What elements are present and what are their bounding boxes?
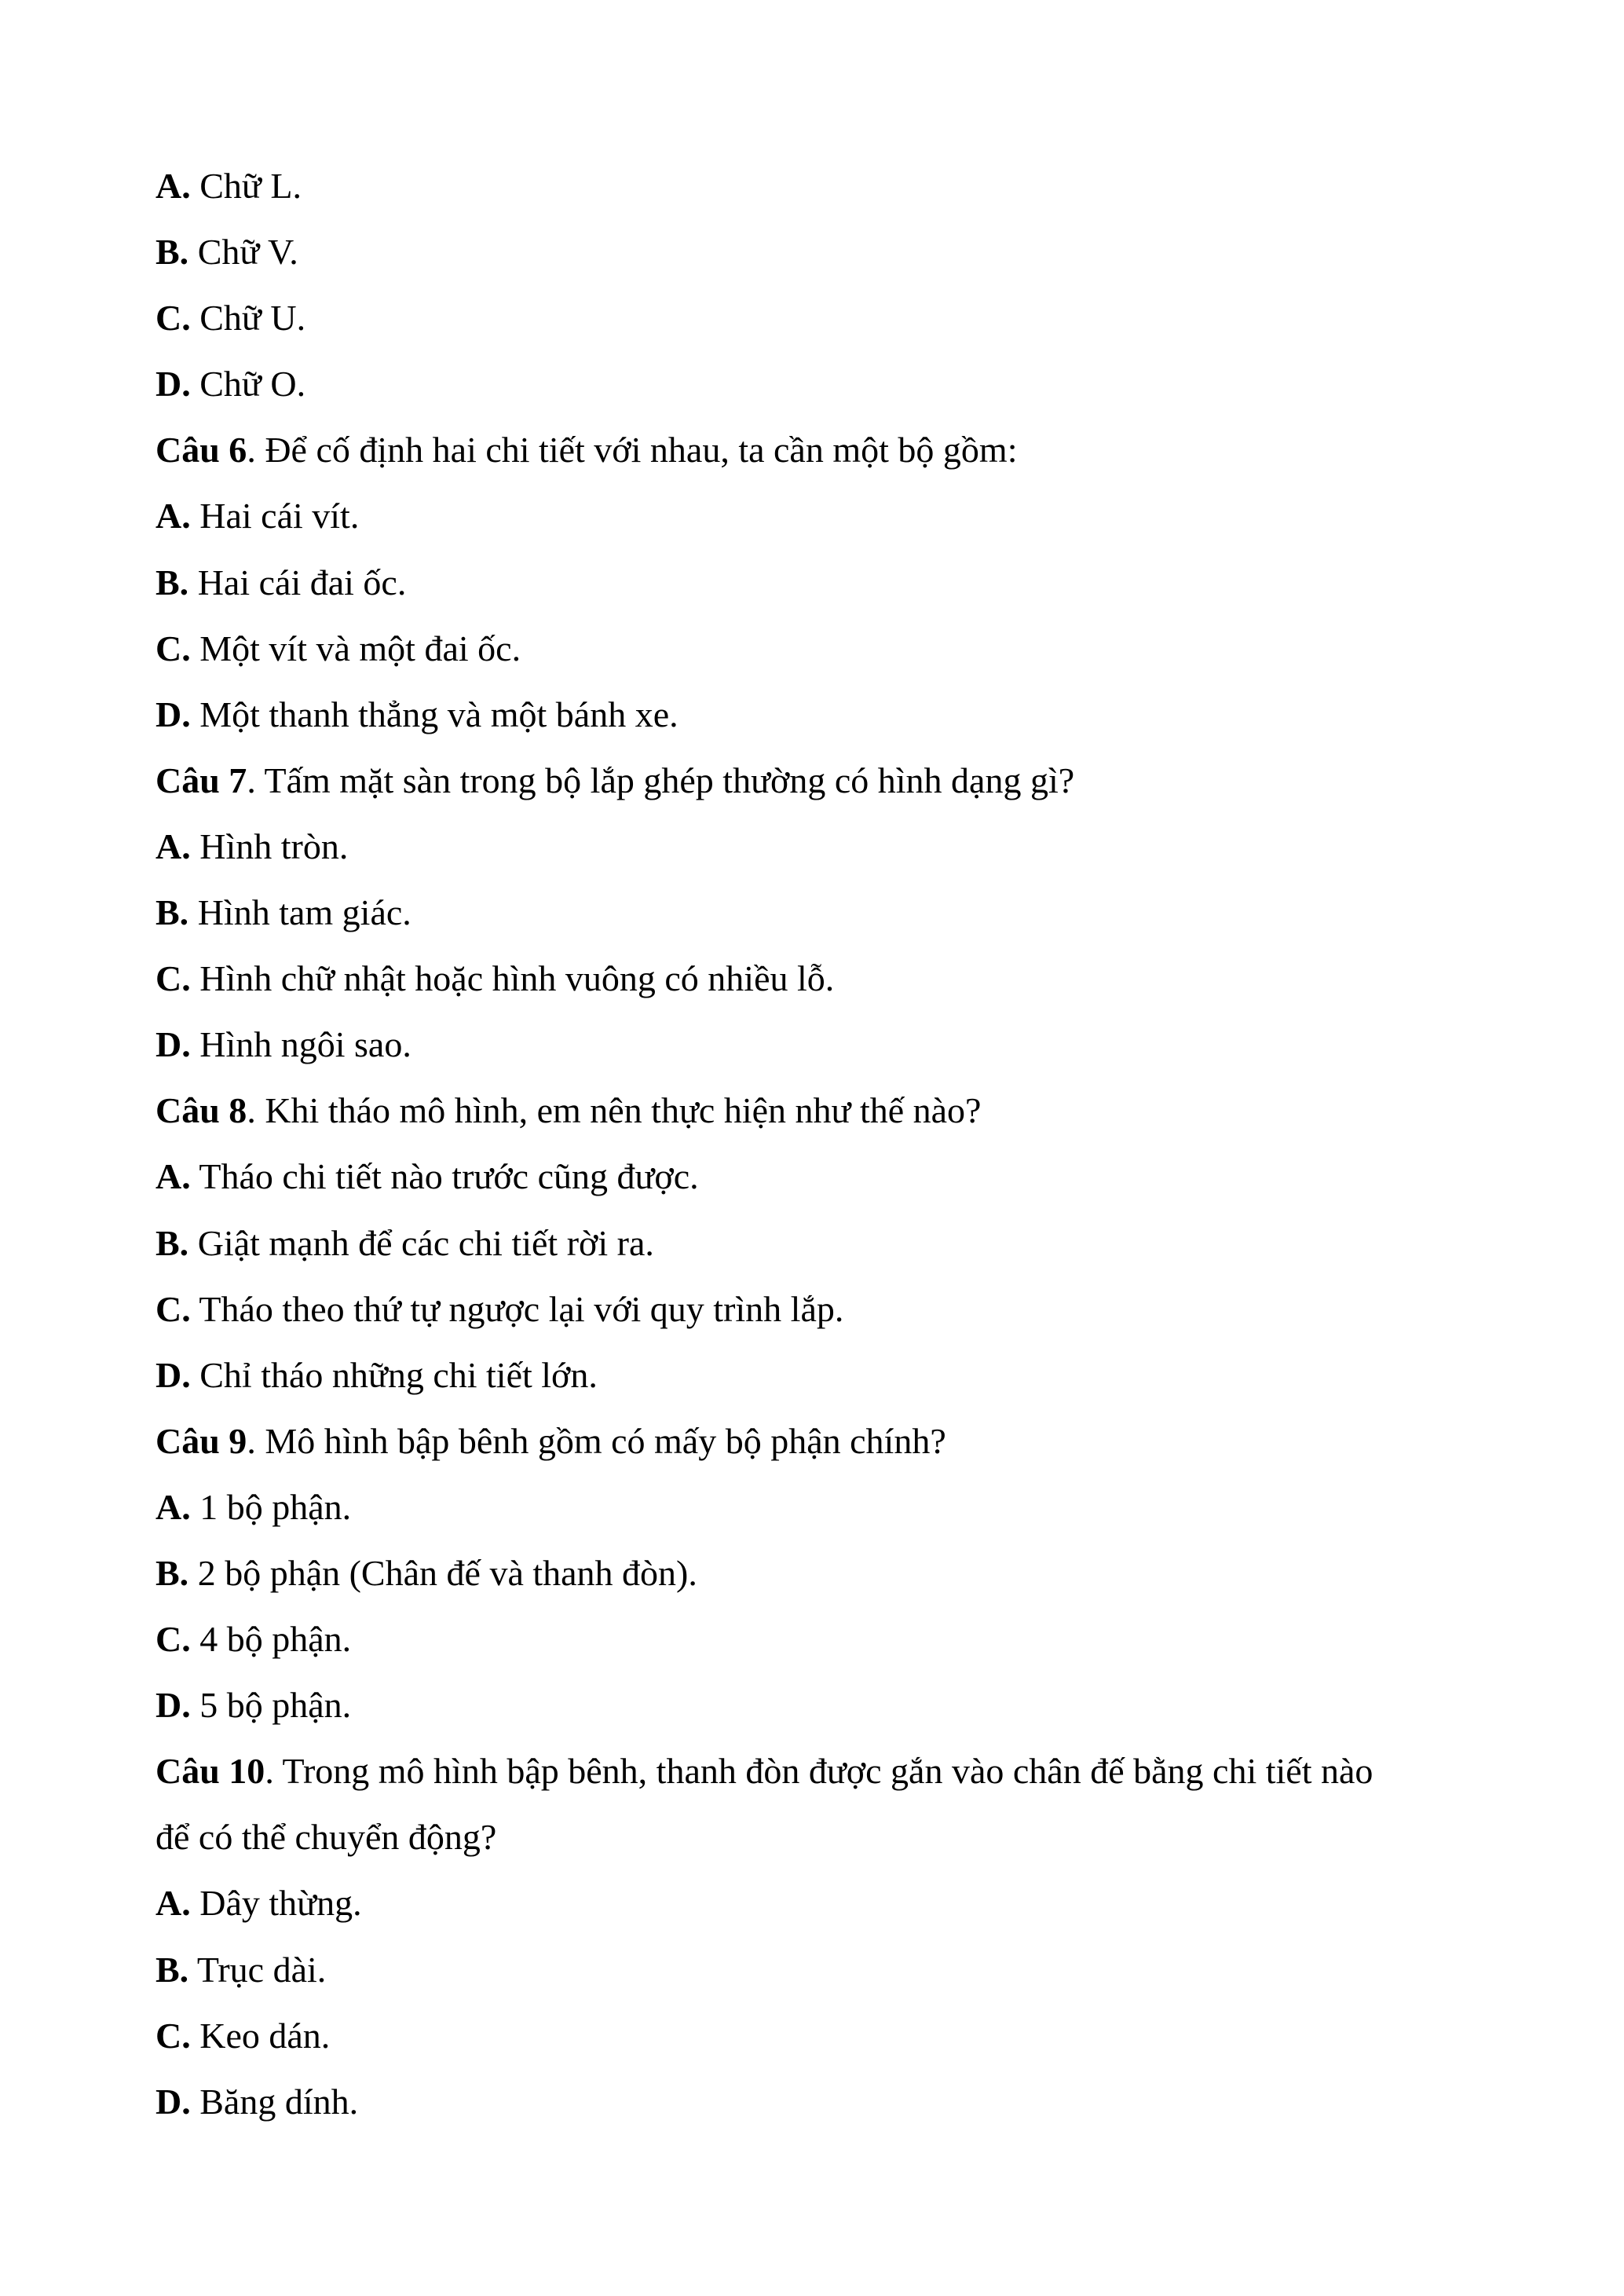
option-letter: A. xyxy=(155,496,191,536)
option-letter: A. xyxy=(155,1486,191,1527)
option-text: Hình tròn. xyxy=(190,826,349,866)
option-b xyxy=(155,219,1483,285)
option-text: Hình ngôi sao. xyxy=(190,1024,411,1065)
option-b xyxy=(155,1937,1483,2003)
option-c xyxy=(155,2003,1483,2069)
option-letter: A. xyxy=(155,826,191,866)
option-b xyxy=(155,1210,1483,1276)
question-label: Câu 7 xyxy=(155,760,247,800)
option-d xyxy=(155,351,1483,417)
question-label: Câu 8 xyxy=(155,1090,247,1131)
option-letter: C. xyxy=(155,958,191,999)
option-letter: D. xyxy=(155,1024,191,1065)
question-text: . Mô hình bập bênh gồm có mấy bộ phận chính? xyxy=(247,1420,946,1461)
option-text: 2 bộ phận (Chân đế và thanh đòn). xyxy=(188,1552,697,1593)
option-c xyxy=(155,1606,1483,1672)
option-text: Tháo chi tiết nào trước cũng được. xyxy=(190,1156,699,1197)
option-text: 4 bộ phận. xyxy=(190,1619,352,1660)
option-d xyxy=(155,1672,1483,1738)
option-text: Dây thừng. xyxy=(190,1883,362,1924)
option-text: Chữ O. xyxy=(190,364,306,405)
option-a xyxy=(155,483,1483,549)
option-c xyxy=(155,946,1483,1012)
option-d xyxy=(155,682,1483,748)
option-text: Chữ U. xyxy=(190,298,306,339)
question-8 xyxy=(155,1078,1483,1144)
option-letter: D. xyxy=(155,694,191,734)
question-text-line2: để có thể chuyển động? xyxy=(155,1817,497,1858)
option-letter: C. xyxy=(155,2015,191,2056)
question-text: . Khi tháo mô hình, em nên thực hiện như thế nào? xyxy=(247,1090,982,1131)
option-letter: C. xyxy=(155,628,191,668)
option-text: Tháo theo thứ tự ngược lại với quy trình lắp. xyxy=(190,1288,844,1329)
option-c xyxy=(155,285,1483,351)
question-7 xyxy=(155,748,1483,814)
option-a xyxy=(155,153,1483,219)
option-text: 5 bộ phận. xyxy=(190,1685,352,1726)
option-text: Chữ V. xyxy=(188,232,298,273)
option-a xyxy=(155,814,1483,880)
option-text: Keo dán. xyxy=(190,2015,331,2056)
option-letter: D. xyxy=(155,364,191,405)
option-a xyxy=(155,1870,1483,1936)
option-d xyxy=(155,1342,1483,1408)
question-10 xyxy=(155,1738,1483,1804)
question-label: Câu 10 xyxy=(155,1751,265,1792)
question-text: . Để cố định hai chi tiết với nhau, ta cần một bộ gồm: xyxy=(247,430,1018,471)
option-letter: B. xyxy=(155,1222,189,1263)
question-text: . Tấm mặt sàn trong bộ lắp ghép thường có hình dạng gì? xyxy=(247,760,1075,800)
option-text: Hai cái vít. xyxy=(190,496,360,536)
option-letter: C. xyxy=(155,298,191,339)
option-text: Trục dài. xyxy=(188,1949,327,1990)
question-label: Câu 6 xyxy=(155,430,247,471)
option-letter: B. xyxy=(155,892,189,933)
option-letter: B. xyxy=(155,1949,189,1990)
question-label: Câu 9 xyxy=(155,1420,247,1461)
option-letter: B. xyxy=(155,562,189,602)
option-d xyxy=(155,1012,1483,1078)
option-text: Chữ L. xyxy=(190,166,302,206)
option-text: 1 bộ phận. xyxy=(190,1486,352,1527)
option-text: Băng dính. xyxy=(190,2081,359,2122)
option-text: Hình tam giác. xyxy=(188,892,411,933)
option-b xyxy=(155,1540,1483,1606)
option-c xyxy=(155,616,1483,682)
question-9 xyxy=(155,1408,1483,1474)
option-letter: C. xyxy=(155,1619,191,1660)
option-b xyxy=(155,880,1483,946)
option-b xyxy=(155,550,1483,616)
question-10-continuation xyxy=(155,1804,1483,1870)
option-letter: C. xyxy=(155,1288,191,1329)
option-a xyxy=(155,1474,1483,1540)
option-text: Hai cái đai ốc. xyxy=(188,562,407,602)
option-d xyxy=(155,2069,1483,2135)
option-letter: D. xyxy=(155,2081,191,2122)
option-c xyxy=(155,1276,1483,1342)
option-text: Một thanh thẳng và một bánh xe. xyxy=(190,694,678,734)
option-letter: A. xyxy=(155,1156,191,1197)
option-letter: D. xyxy=(155,1354,191,1395)
question-6 xyxy=(155,417,1483,483)
option-letter: B. xyxy=(155,1552,189,1593)
option-text: Một vít và một đai ốc. xyxy=(190,628,521,668)
option-letter: A. xyxy=(155,1883,191,1924)
option-text: Giật mạnh để các chi tiết rời ra. xyxy=(188,1222,654,1263)
option-a xyxy=(155,1144,1483,1210)
option-text: Chỉ tháo những chi tiết lớn. xyxy=(190,1354,598,1395)
option-letter: B. xyxy=(155,232,189,273)
option-letter: A. xyxy=(155,166,191,206)
option-text: Hình chữ nhật hoặc hình vuông có nhiều lỗ. xyxy=(190,958,835,999)
option-letter: D. xyxy=(155,1685,191,1726)
quiz-content xyxy=(155,153,1483,2135)
question-text-line1: . Trong mô hình bập bênh, thanh đòn được gắn vào chân đế bằng chi tiết nào xyxy=(265,1751,1373,1792)
